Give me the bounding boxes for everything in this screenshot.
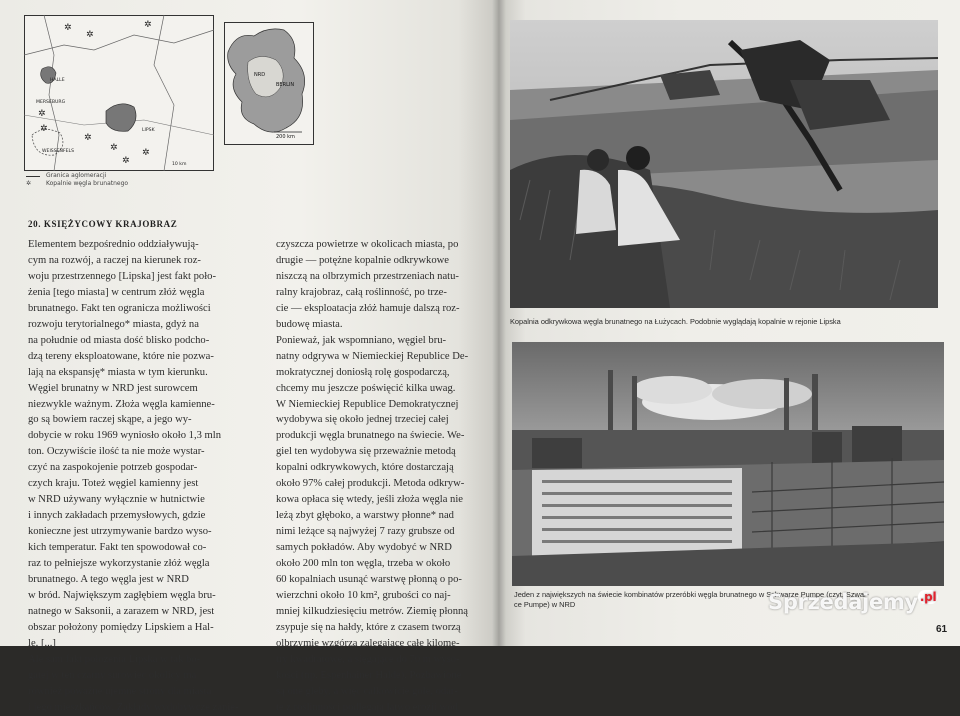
text-line: te z roślinności podlegają łatwo erozji wód <box>276 701 458 713</box>
middle-text-column <box>276 237 498 716</box>
photo2-caption-line: Jeden z największych na świecie kombinatów przeróbki węgla brunatnego w Schwarze Pumpe (czyt. Szwar- <box>514 590 869 599</box>
text-line: około 97% całej produkcji. Metoda odkryw- <box>276 478 465 490</box>
text-line: również poważne ujemne strony dla miasta <box>28 685 212 697</box>
svg-text:✲: ✲ <box>122 156 130 166</box>
text-line: raz to pełniejsze wykorzystanie złóż węgla <box>28 558 210 570</box>
text-line: le. [...] <box>28 637 56 649</box>
text-line: kowa opłaca się wtedy, jeśli złoża węgla nie <box>276 494 463 506</box>
text-line: w NRD używany wyłącznie w hutnictwie <box>28 494 205 506</box>
text-line: 60 kopalniach usunąć warstwę płonną o po- <box>276 574 462 586</box>
text-line: niezwykle ważnym. Złoża węgla kamienne- <box>28 398 215 410</box>
text-line: ton. Oczywiście ilość ta nie może wystar- <box>28 446 205 458</box>
text-line: Ale sam fakt położenia Lipska w tak bo- <box>28 653 201 665</box>
page-number: 61 <box>936 624 948 635</box>
text-line: na południe od miasta dość blisko podcho- <box>28 334 210 346</box>
text-line: produkcji węgla brunatnego na świecie. We- <box>276 430 465 442</box>
text-line: niszczą na olbrzymich przestrzeniach natu- <box>276 270 459 282</box>
text-line: cie — eksploatacja złóż hamuje dalszą roz- <box>276 302 460 314</box>
leipzig-area <box>106 104 136 132</box>
inset-scale: 200 km <box>276 134 295 140</box>
legend-item <box>26 180 128 188</box>
watermark <box>768 590 938 614</box>
left-text-column <box>28 237 266 716</box>
text-line: brunatnego. A tego węgla jest w NRD <box>28 574 189 586</box>
open-pit-mine-photo <box>510 20 938 308</box>
inset-map <box>224 22 314 145</box>
svg-text:✲: ✲ <box>144 20 152 30</box>
text-line: obszar położony pomiędzy Lipskiem a Hal- <box>28 621 214 633</box>
text-line: czych kraju. Toteż węgiel kamienny jest <box>28 478 199 490</box>
text-line: Elementem bezpośrednio oddziaływują- <box>28 239 199 250</box>
text-line: czyszcza powietrze w okolicach miasta, po <box>276 239 459 250</box>
text-line: około 200 mln ton węgla, trzeba w około <box>276 558 451 570</box>
text-line: W Niemieckiej Republice Demokratycznej <box>276 398 459 410</box>
svg-text:✲: ✲ <box>64 23 72 33</box>
text-line: kich temperatur. Fakt ten spowodował co- <box>28 542 207 554</box>
text-line: leżą zbyt głęboko, a warstwy płonne* nad <box>276 510 454 522</box>
map-label-lipsk: LIPSK <box>142 128 155 133</box>
inset-label-nrd: NRD <box>254 72 266 78</box>
text-line: natny odgrywa w Niemieckiej Republice De- <box>276 350 469 362</box>
text-line: nimi leżące są najwyżej 7 razy grubsze od <box>276 526 455 538</box>
boundary-swatch <box>26 176 40 177</box>
text-line: drugie — potężne kopalnie odkrywkowe <box>276 254 449 266</box>
text-line: czyć na zaspokojenie potrzeb gospodar- <box>28 462 198 474</box>
text-line: dobycie w roku 1969 wyniosło około 1,3 mln <box>28 430 222 442</box>
legend-label: Kopalnie węgla brunatnego <box>46 180 129 187</box>
text-line: mniej kilkudziesięciu metrów. Ziemię płonną <box>276 605 469 617</box>
mine-symbol-icon: ✲ <box>26 180 32 187</box>
text-line: olbrzymie wzgórza zalegające całe kilome- <box>276 637 460 649</box>
text-line: i jego mieszkańców. Zakłady wydobywcze zanie- <box>28 701 239 713</box>
map-scale: 10 km <box>172 162 187 167</box>
text-line: Węgiel brunatny w NRD jest surowcem <box>28 382 198 394</box>
text-line: cym na rozwój, a raczej na kierunek roz- <box>28 254 201 266</box>
map-label-merseburg: MERSEBURG <box>36 100 66 105</box>
watermark-badge: .pl <box>919 590 937 604</box>
text-line: try kwadratowe, a sięgające do 70 m wyso- <box>276 653 460 665</box>
svg-text:✲: ✲ <box>40 124 48 134</box>
svg-text:✲: ✲ <box>86 30 94 40</box>
text-line: wierzchni około 10 km², grubości co naj- <box>276 589 451 601</box>
svg-text:✲: ✲ <box>84 133 92 143</box>
text-line: giel ten wydobywa się przeważnie metodą <box>276 446 456 458</box>
text-line: natnego w Saksonii, a zarazem w NRD, jest <box>28 605 215 617</box>
svg-text:✲: ✲ <box>110 143 118 153</box>
text-line: dzą tereny eksploatowane, które nie pozwa- <box>28 350 214 362</box>
text-line: Ponieważ, jak wspomniano, węgiel bru- <box>276 334 447 346</box>
text-line: wydobywa się około jednej trzeciej całej <box>276 414 449 426</box>
section-heading: 20. KSIĘŻYCOWY KRAJOBRAZ <box>28 219 178 229</box>
map-legend <box>26 172 128 188</box>
text-line: kości (np. Espenhainer Halde). Pozbawione <box>276 669 462 681</box>
photo1-caption: Kopalnia odkrywkowa węgla brunatnego na Łużycach. Podobnie wyglądają kopalnie w rejonie Lipska <box>510 317 841 326</box>
svg-text:✲: ✲ <box>142 148 150 158</box>
text-line: i innych zakładach przemysłowych, gdzie <box>28 510 206 522</box>
watermark-text: Sprzedajemy <box>768 590 918 614</box>
legend-item <box>26 172 128 180</box>
text-line: brunatnego. Fakt ten ogranicza możliwości <box>28 302 211 314</box>
map-label-halle: HALLE <box>50 78 65 83</box>
text-line: samych pokładów. Aby wydobyć w NRD <box>276 542 452 554</box>
text-line: w bród. Największym zagłębiem węgla bru- <box>28 589 216 601</box>
text-line: ralny krajobraz, całą roślinność, po trze- <box>276 286 447 298</box>
map-label-weissenfels: WEISSENFELS <box>42 149 74 154</box>
text-line: chcemy mu jeszcze poświęcić kilka uwag. <box>276 382 456 394</box>
text-line: go są bowiem raczej skąpe, a jego wy- <box>28 414 192 426</box>
text-line: mokratycznej doniosłą rolę gospodarczą, <box>276 366 450 378</box>
svg-text:✲: ✲ <box>38 109 46 119</box>
text-line: rozwoju terytorialnego* miasta, gdyż na <box>28 318 199 330</box>
text-line: zsypuje się na hałdy, które z czasem tworzą <box>276 621 461 633</box>
text-line: żenia [tego miasta] w centrum złóż węgla <box>28 286 205 298</box>
text-line: gatej w ten czarny surowiec okolicy ma <box>28 669 197 681</box>
text-line: woju przestrzennego [Lipska] jest fakt poło- <box>28 270 216 282</box>
text-line: lają na ekspansję* miasta w tym kierunku. <box>28 366 208 378</box>
text-line: kopalni odkrywkowych, które dostarczają <box>276 462 454 474</box>
photo2-caption-line: ce Pumpe) w NRD <box>514 600 576 609</box>
schwarze-pumpe-photo <box>512 342 944 586</box>
inset-label-berlin: BERLIN <box>276 82 295 88</box>
region-map <box>24 15 214 171</box>
text-line: są one gleby, a więc całkowicie gołe, odar- <box>276 685 458 697</box>
legend-label: Granica aglomeracji <box>46 172 107 179</box>
text-line: konieczne jest utrzymywanie bardzo wyso- <box>28 526 212 538</box>
text-line: budowę miasta. <box>276 318 343 330</box>
